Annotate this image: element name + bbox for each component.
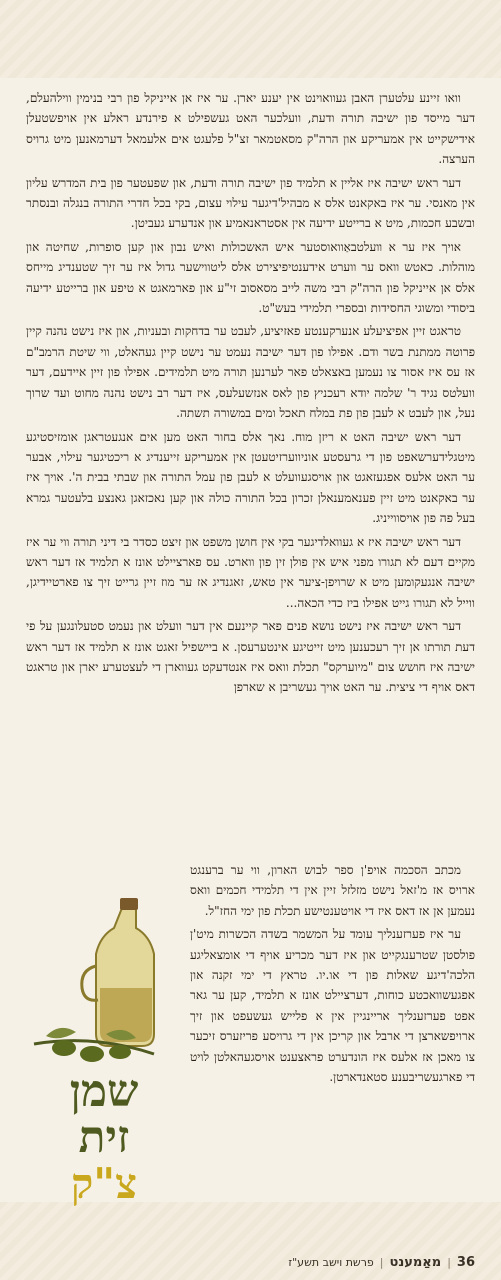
svg-text:צ"ק: צ"ק [70,1159,138,1208]
article-paragraph: דער ראש ישיבה איז א געוואלדיגער בקי אין חושן משפט און זיצט כסדר בי דיני תורה ווי ער איז מקיים דעם לא תגורו מפני איש אין פולן זין פון ווארט. עס פארציילט אונז א תלמיד אז דער ראש ישיבה אנגעקומען מיט א שרויפן-ציער אין טאש, זאגנדיג אז ער מוז זיין גרייט זיך צו פארטיידיגן, ווייל לא תגורו גייט אפילו ביז כדי הכאה... [26,534,475,610]
footer-divider: | [447,1256,451,1269]
page-footer [288,1255,475,1270]
footer-divider: | [379,1256,384,1269]
oil-bottle-icon [82,898,154,1046]
article-paragraph: דער ראש ישיבה האט א ריזן מוח. נאך אלס בחור האט מען אים אנגעטראגן אומזיסטיגע מיטגלידערשאפט פון די גרעסטע אוניווערזיטעטן אין אמעריקע זייענדיג א ריכטיגער עילוי, אבער ער האט אלעס אפגעזאגט און אויסגעוועלט א לעבן פון עמל התורה און שבתי בבית ה'. אויך איז ער באקאנט מיט זיין פענאמענאלן זכרון בכל התורה כולה און קען נאכזאגן גאנצע בלעטער גמרא בעל פה פון אויסווייניג. [26,429,475,526]
magazine-logo: מאַמענט [389,1255,442,1270]
svg-text:זית: זית [78,1112,130,1163]
article-paragraph: מכתב הסכמה אויפ'ן ספר לבוש הארון, ווי ער ברענגט ארויס אז מ'זאל נישט מזלזל זיין אין די תלמידי חכמים וואס נעמען אן אז דאס איז די אויטענטישע תכלת פון ימי החז"ל. [190,863,475,918]
article-wrap-text [190,860,475,1195]
olive-oil-illustration [24,868,184,1208]
article-paragraph: וואו זיינע עלטערן האבן געוואוינט אין יענע יארן. ער איז אן אייניקל פון רבי בנימין ווילהעלם, דער מייסד פון ישיבה תורה ודעת, וועלכער האט געשפילט א פירנדע ראלע אין אויפשטעלן אידישקייט אין אמעריקע און הרה"ק מסאטמאר זצ"ל פלעגט אים אלעמאל דערמאנען מיט גרויס הערצה. [26,91,475,167]
article-paragraph: ער איז פערזענליך עומד על המשמר בשדה הכשרות מיט'ן פולסטן שטרענגקייט און איז דער מכריע אויף די אומצאליגע הלכה'דיגע שאלות פון די או.יו. טראץ די ימי זקנה און אפגעשוואכטע כוחות, דערציילט אונז א תלמיד, קען ער גאר אפט פערזענליך אריינגיין אין א פלייש געשעפט און זיך ארויפשארצן די ארבל און קריכן אין די גרויסע פריזערס זיכער צו מאכן אז אלעס איז הונדערט פראצענט אויסגעהאלטן לויט די פארגעשריבענע סטאנדארטן. [190,927,475,1085]
article-paragraph: דער ראש ישיבה איז נישט נושא פנים פאר קיינעם אין דער וועלט און נעמט סטעלונגען על פי דעת תורתו אן זיך רעכענען מיט זייטיגע אינטערעסן. א ביישפיל זאגט אונז א תלמיד אז דער ראש ישיבה איז חושש צום "מיוערקס" תכלת וואס איז אנטדעקט געווארן די לעצטערע יארן און טראגט דאס אויף די ציצית. ער האט אויך געשריבן א שארפן [26,619,475,695]
top-pattern-band [0,0,501,78]
article-paragraph: אויך איז ער א װעלטבאַוואוסטער איש האשכולות ואיש נבון און קען סופרות, שחיטה און מוהלות. כאטש וואס ער ווערט אידענטיפיצירט אלס ליטווישער גדול איז ער זיך שטענדיג מייחס אלס אן אייניקל פון הרה"ק רבי משה לייב מסאסוב זי"ע און פארמאגט א טיפע און ברייטע ידיעה ביסודי ומשוגי החסידות ובספרי תלמידי בעש"ט. [26,239,475,316]
title-lettering [70,1066,138,1208]
svg-text:שמן: שמן [69,1066,139,1117]
article-body [26,88,475,860]
article-paragraph: טראגט זיין אפיציעלע אנערקענטע פאזיציע, לעבט ער בדחקות ובעניות, און איז נישט נהנה קיין פרוטה ממתנת בשר ודם. אפילו פון דער ישיבה נעמט ער נישט קיין געהאלט, ווי שיטת הרמב"ם אז עס איז אסור צו נעמען באצאלט פאר לערנען תורה מיט תלמידים. אפילו פון זיין איידעם, דער וועלטס נגיד ר' שלמה יודא רעכניץ פון לאס אנזשעלעס, איז דער רב נישט נהנה מחוט ועד שרוך נעל, און לעבט א לעבן פון פת במלח תאכל ומים במשורה תשתה. [26,324,475,421]
article-paragraph: דער ראש ישיבה איז אליין א תלמיד פון ישיבה תורה ודעת, און שפעטער פון בית המדרש עליון אין מאנסי. ער איז באקאנט אלס א מבהיל'דיגער עילוי עצום, בקי בכל חדרי התורה בנגלה ובנסתר ובשבע חכמות, מיט א ברייטע ידיעה אין אסטראנאמיע און אנדערע געביטן. [26,175,475,231]
page-number: 36 [456,1255,475,1270]
parsha-label: פרשת וישב תשע"ז [288,1256,374,1269]
